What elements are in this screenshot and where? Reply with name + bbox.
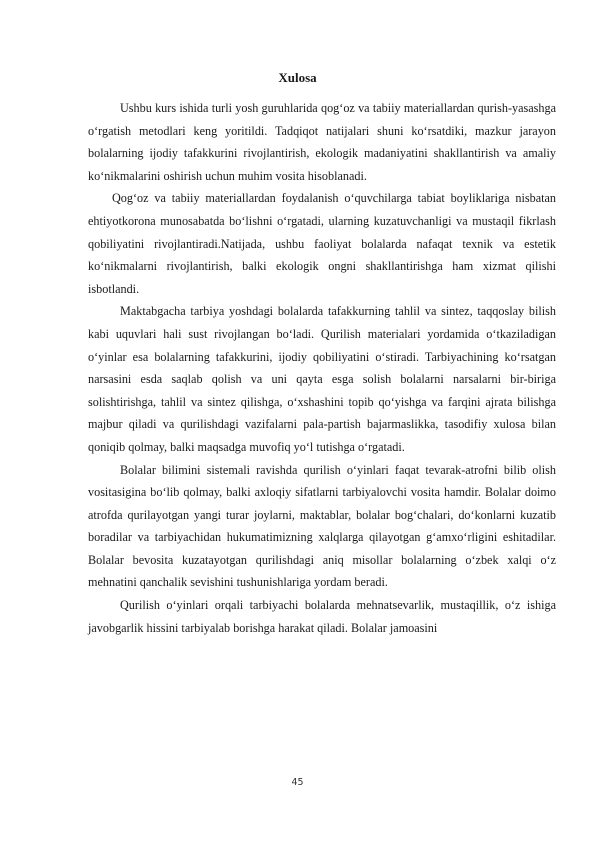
paragraph-2: Qog‘oz va tabiiy materiallardan foydalanish o‘quvchilarga tabiat boyliklariga nisbatan ehtiyotkorona munosabatda bo‘lishni o‘rgatadi, ularning kuzatuvchanligi va mustaqil fikrlash qobiliyatini rivojlantiradi.Natijada, ushbu faoliyat bolalarda nafaqat texnik va estetik ko‘nikmalarni rivojlantirish, balki ekologik ongni shakllantirishga ham xizmat qilishi isbotlandi. bbox=[88, 191, 556, 296]
paragraph-1: Ushbu kurs ishida turli yosh guruhlarida qog‘oz va tabiiy materiallardan qurish-yasashga o‘rgatish metodlari keng yoritildi. Tadqiqot natijalari shuni ko‘rsatdiki, mazkur jarayon bolalarning ijodiy tafakkurini rivojlantirish, ekologik madaniyatini shakllantirish va amaliy ko‘nikmalarini oshirish uchun muhim vosita hisoblanadi. bbox=[88, 101, 556, 183]
paragraph-5: Qurilish o‘yinlari orqali tarbiyachi bolalarda mehnatsevarlik, mustaqillik, o‘z ishiga javobgarlik hissini tarbiyalab borishga harakat qiladi. Bolalar jamoasini bbox=[88, 598, 556, 635]
paragraph-3: Maktabgacha tarbiya yoshdagi bolalarda tafakkurning tahlil va sintez, taqqoslay bilish kabi uquvlari hali sust rivojlangan bo‘ladi. Qurilish materialari yordamida o‘tkaziladigan o‘yinlar esa bolalarning tafakkurini, ijodiy qobiliyatini o‘stiradi. Tarbiyachining ko‘rsatgan narsasini esda saqlab qolish va uni qayta esga solish bolalarni narsalarni bir-biriga solishtirishga, tahlil va sintez qilishga, o‘xshashini topib qo‘yishga va farqini ajrata bilishga majbur qiladi va qurilishdagi vazifalarni pala-partish bajarmaslikka, tasodifiy xulosa bilan qoniqib qolmay, balki maqsadga muvofiq yo‘l tutishga o‘rgatadi. bbox=[88, 304, 556, 454]
body-text bbox=[88, 97, 556, 639]
section-title: Xulosa bbox=[278, 70, 317, 85]
paragraph-4: Bolalar bilimini sistemali ravishda qurilish o‘yinlari faqat tevarak-atrofni bilib olish vositasigina bo‘lib qolmay, balki axloqiy sifatlarni tarbiyalovchi vosita hamdir. Bolalar doimo atrofda qurilayotgan yangi turar joylarni, maktablar, bolalar bog‘chalari, do‘konlarni kuzatib boradilar va tarbiyachidan hukumatimizning xalqlarga qilayotgan g‘amxo‘rligini eshitadilar. Bolalar bevosita kuzatayotgan qurilishdagi aniq misollar bolalarning o‘zbek xalqi o‘z mehnatini qanchalik sevishini tushunishlariga yordam beradi. bbox=[88, 462, 556, 590]
page-number: 45 bbox=[291, 777, 304, 788]
